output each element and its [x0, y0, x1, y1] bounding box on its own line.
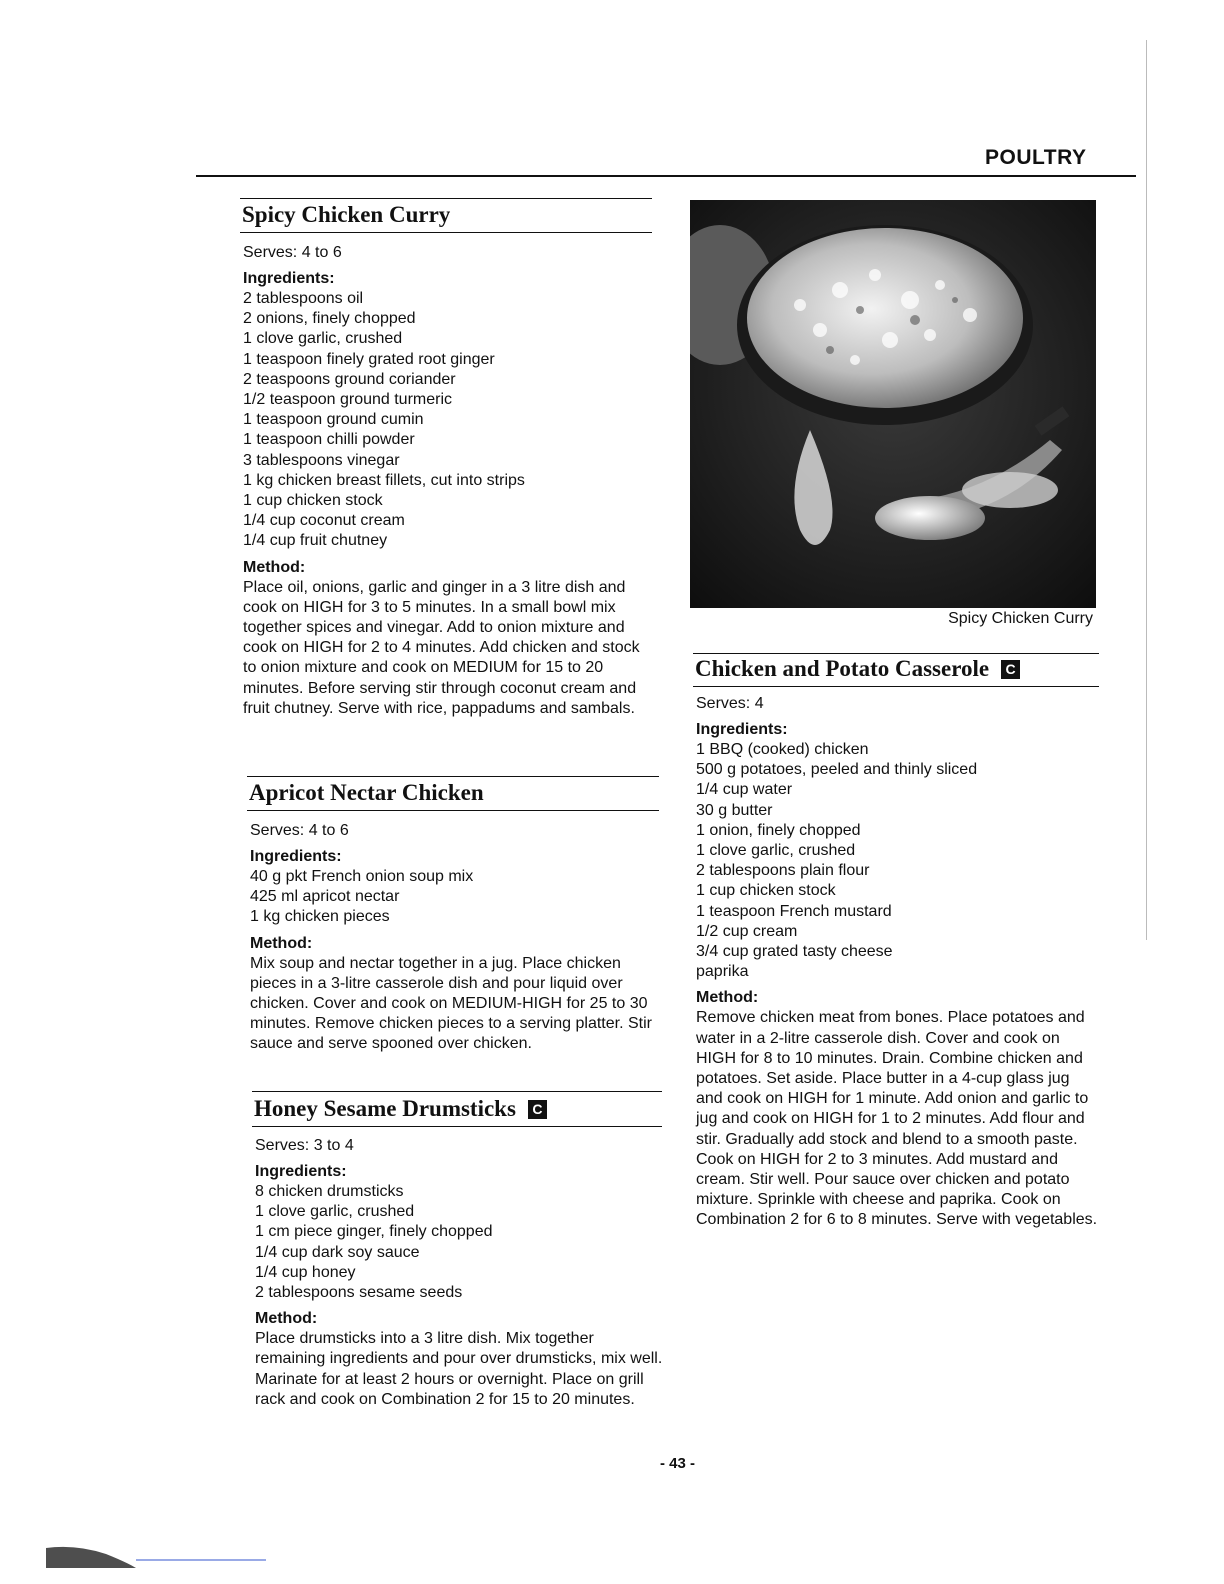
ingredient-item: 40 g pkt French onion soup mix	[250, 868, 474, 885]
recipe-body-apricot-nectar-chicken	[250, 821, 670, 1055]
ingredient-item: 1 teaspoon chilli powder	[243, 431, 415, 449]
recipe-body-honey-sesame-drumsticks	[255, 1136, 675, 1410]
ingredient-item: 30 g butter	[696, 801, 773, 819]
curry-dish-illustration	[690, 200, 1096, 608]
serves-text: Serves: 3 to 4	[255, 1137, 354, 1154]
recipe-photo	[690, 200, 1096, 608]
method-heading: Method:	[255, 1310, 318, 1328]
section-title: POULTRY	[985, 146, 1087, 169]
header-rule	[196, 175, 1136, 177]
page-number: - 43 -	[660, 1455, 696, 1472]
serves-text: Serves: 4 to 6	[250, 822, 349, 839]
ingredient-item: 8 chicken drumsticks	[255, 1183, 404, 1200]
ingredients-heading: Ingredients:	[255, 1163, 347, 1180]
ingredient-item: paprika	[696, 963, 749, 981]
ingredient-item: 1 teaspoon finely grated root ginger	[243, 350, 495, 368]
ingredient-item: 2 tablespoons plain flour	[696, 862, 870, 880]
ingredient-item: 500 g potatoes, peeled and thinly sliced	[696, 761, 978, 779]
scan-smudge-icon	[46, 1540, 276, 1570]
ingredient-item: 1 kg chicken pieces	[250, 908, 390, 926]
title-rule-bottom	[693, 686, 1099, 687]
method-heading: Method:	[243, 558, 306, 576]
ingredients-heading: Ingredients:	[250, 848, 342, 865]
method-heading: Method:	[696, 989, 759, 1007]
ingredient-item: 1/4 cup fruit chutney	[243, 532, 388, 550]
ingredient-item: 1 onion, finely chopped	[696, 821, 861, 839]
method-text: Mix soup and nectar together in a jug. Place chicken pieces in a 3-litre casserole dish and pour liquid over chicken. Cover and cook on MEDIUM-HIGH for 25 to 30 minutes. Remove chicken pieces to a serving platter. Stir sauce and serve spooned over chicken.	[250, 954, 652, 1053]
ingredient-item: 1 clove garlic, crushed	[255, 1203, 415, 1221]
recipe-title-honey-sesame-drumsticks	[254, 1095, 547, 1123]
title-rule-top	[693, 653, 1099, 654]
ingredient-item: 1 clove garlic, crushed	[696, 842, 856, 860]
recipe-title-apricot-nectar-chicken: Apricot Nectar Chicken	[249, 780, 484, 805]
ingredient-item: 1 teaspoon French mustard	[696, 902, 892, 920]
serves-text: Serves: 4 to 6	[243, 244, 342, 261]
title-rule-bottom	[247, 810, 659, 811]
recipe-title-spicy-chicken-curry: Spicy Chicken Curry	[242, 202, 451, 227]
combination-badge-icon: C	[1001, 660, 1020, 679]
ingredient-item: 1 kg chicken breast fillets, cut into strips	[243, 471, 525, 489]
recipe-body-spicy-chicken-curry	[243, 243, 663, 719]
ingredient-list	[243, 289, 663, 552]
ingredient-item: 1/2 teaspoon ground turmeric	[243, 391, 453, 409]
method-heading: Method:	[250, 934, 313, 952]
serves-text: Serves: 4	[696, 695, 764, 712]
ingredient-item: 3 tablespoons vinegar	[243, 451, 400, 469]
photo-caption: Spicy Chicken Curry	[948, 610, 1093, 627]
ingredients-heading: Ingredients:	[696, 721, 788, 738]
title-rule-bottom	[252, 1126, 662, 1127]
ingredient-item: 1 BBQ (cooked) chicken	[696, 741, 869, 758]
ingredient-item: 1/4 cup dark soy sauce	[255, 1243, 420, 1261]
ingredient-item: 1 teaspoon ground cumin	[243, 411, 424, 429]
ingredient-item: 2 teaspoons ground coriander	[243, 370, 456, 388]
combination-badge-icon: C	[528, 1100, 547, 1119]
ingredient-item: 1/4 cup coconut cream	[243, 512, 405, 530]
ingredient-list	[696, 740, 1106, 982]
scan-artifact	[46, 1540, 276, 1575]
ingredient-item: 1 cm piece ginger, finely chopped	[255, 1223, 493, 1241]
ingredient-item: 1/2 cup cream	[696, 922, 798, 940]
recipe-body-chicken-and-potato-casserole	[696, 694, 1106, 1231]
method-text: Remove chicken meat from bones. Place potatoes and water in a 2-litre casserole dish. Cover and cook on HIGH for 8 to 10 minutes. Drain. Combine chicken and potatoes. Set aside. Place butter in a 4-cup glass jug and cook on HIGH for 1 minute. Add onion and garlic to jug and cook on HIGH for 1 to 2 minutes. Add flour and stir. Gradually add stock and blend to a smooth paste. Cook on HIGH for 2 to 3 minutes. Add mustard and cream. Stir well. Pour sauce over chicken and potato mixture. Sprinkle with cheese and paprika. Cook on Combination 2 for 6 to 8 minutes. Serve with vegetables.	[696, 1009, 1098, 1229]
ingredient-item: 1 cup chicken stock	[243, 492, 383, 510]
ingredient-item: 1 clove garlic, crushed	[243, 330, 403, 348]
title-rule-top	[240, 198, 652, 199]
recipe-title-chicken-and-potato-casserole	[695, 655, 1020, 683]
title-rule-top	[247, 776, 659, 777]
ingredient-item: 2 tablespoons sesame seeds	[255, 1284, 463, 1302]
ingredient-item: 1/4 cup honey	[255, 1263, 356, 1281]
ingredient-item: 425 ml apricot nectar	[250, 888, 400, 906]
ingredient-item: 2 onions, finely chopped	[243, 310, 416, 328]
ingredient-list	[255, 1182, 675, 1303]
recipe-title-text: Chicken and Potato Casserole	[695, 656, 990, 681]
ingredient-item: 1/4 cup water	[696, 781, 793, 799]
ingredient-item: 1 cup chicken stock	[696, 882, 836, 900]
ingredient-item: 2 tablespoons oil	[243, 290, 364, 307]
ingredient-item: 3/4 cup grated tasty cheese	[696, 943, 893, 961]
method-text: Place oil, onions, garlic and ginger in a 3 litre dish and cook on HIGH for 3 to 5 minutes. In a small bowl mix together spices and vinegar. Add to onion mixture and cook on HIGH for 2 to 4 minutes. Add chicken and stock to onion mixture and cook on MEDIUM for 15 to 20 minutes. Before serving stir through coconut cream and fruit chutney. Serve with rice, pappadums and sambals.	[243, 578, 640, 717]
recipe-title-text: Honey Sesame Drumsticks	[254, 1096, 516, 1121]
scan-edge-line	[1146, 40, 1147, 940]
method-text: Place drumsticks into a 3 litre dish. Mix together remaining ingredients and pour over drumsticks, mix well. Marinate for at least 2 hours or overnight. Place on grill rack and cook on Combination 2 for 15 to 20 minutes.	[255, 1330, 663, 1408]
title-rule-bottom	[240, 232, 652, 233]
ingredient-list	[250, 867, 670, 928]
ingredients-heading: Ingredients:	[243, 270, 335, 287]
title-rule-top	[252, 1091, 662, 1092]
